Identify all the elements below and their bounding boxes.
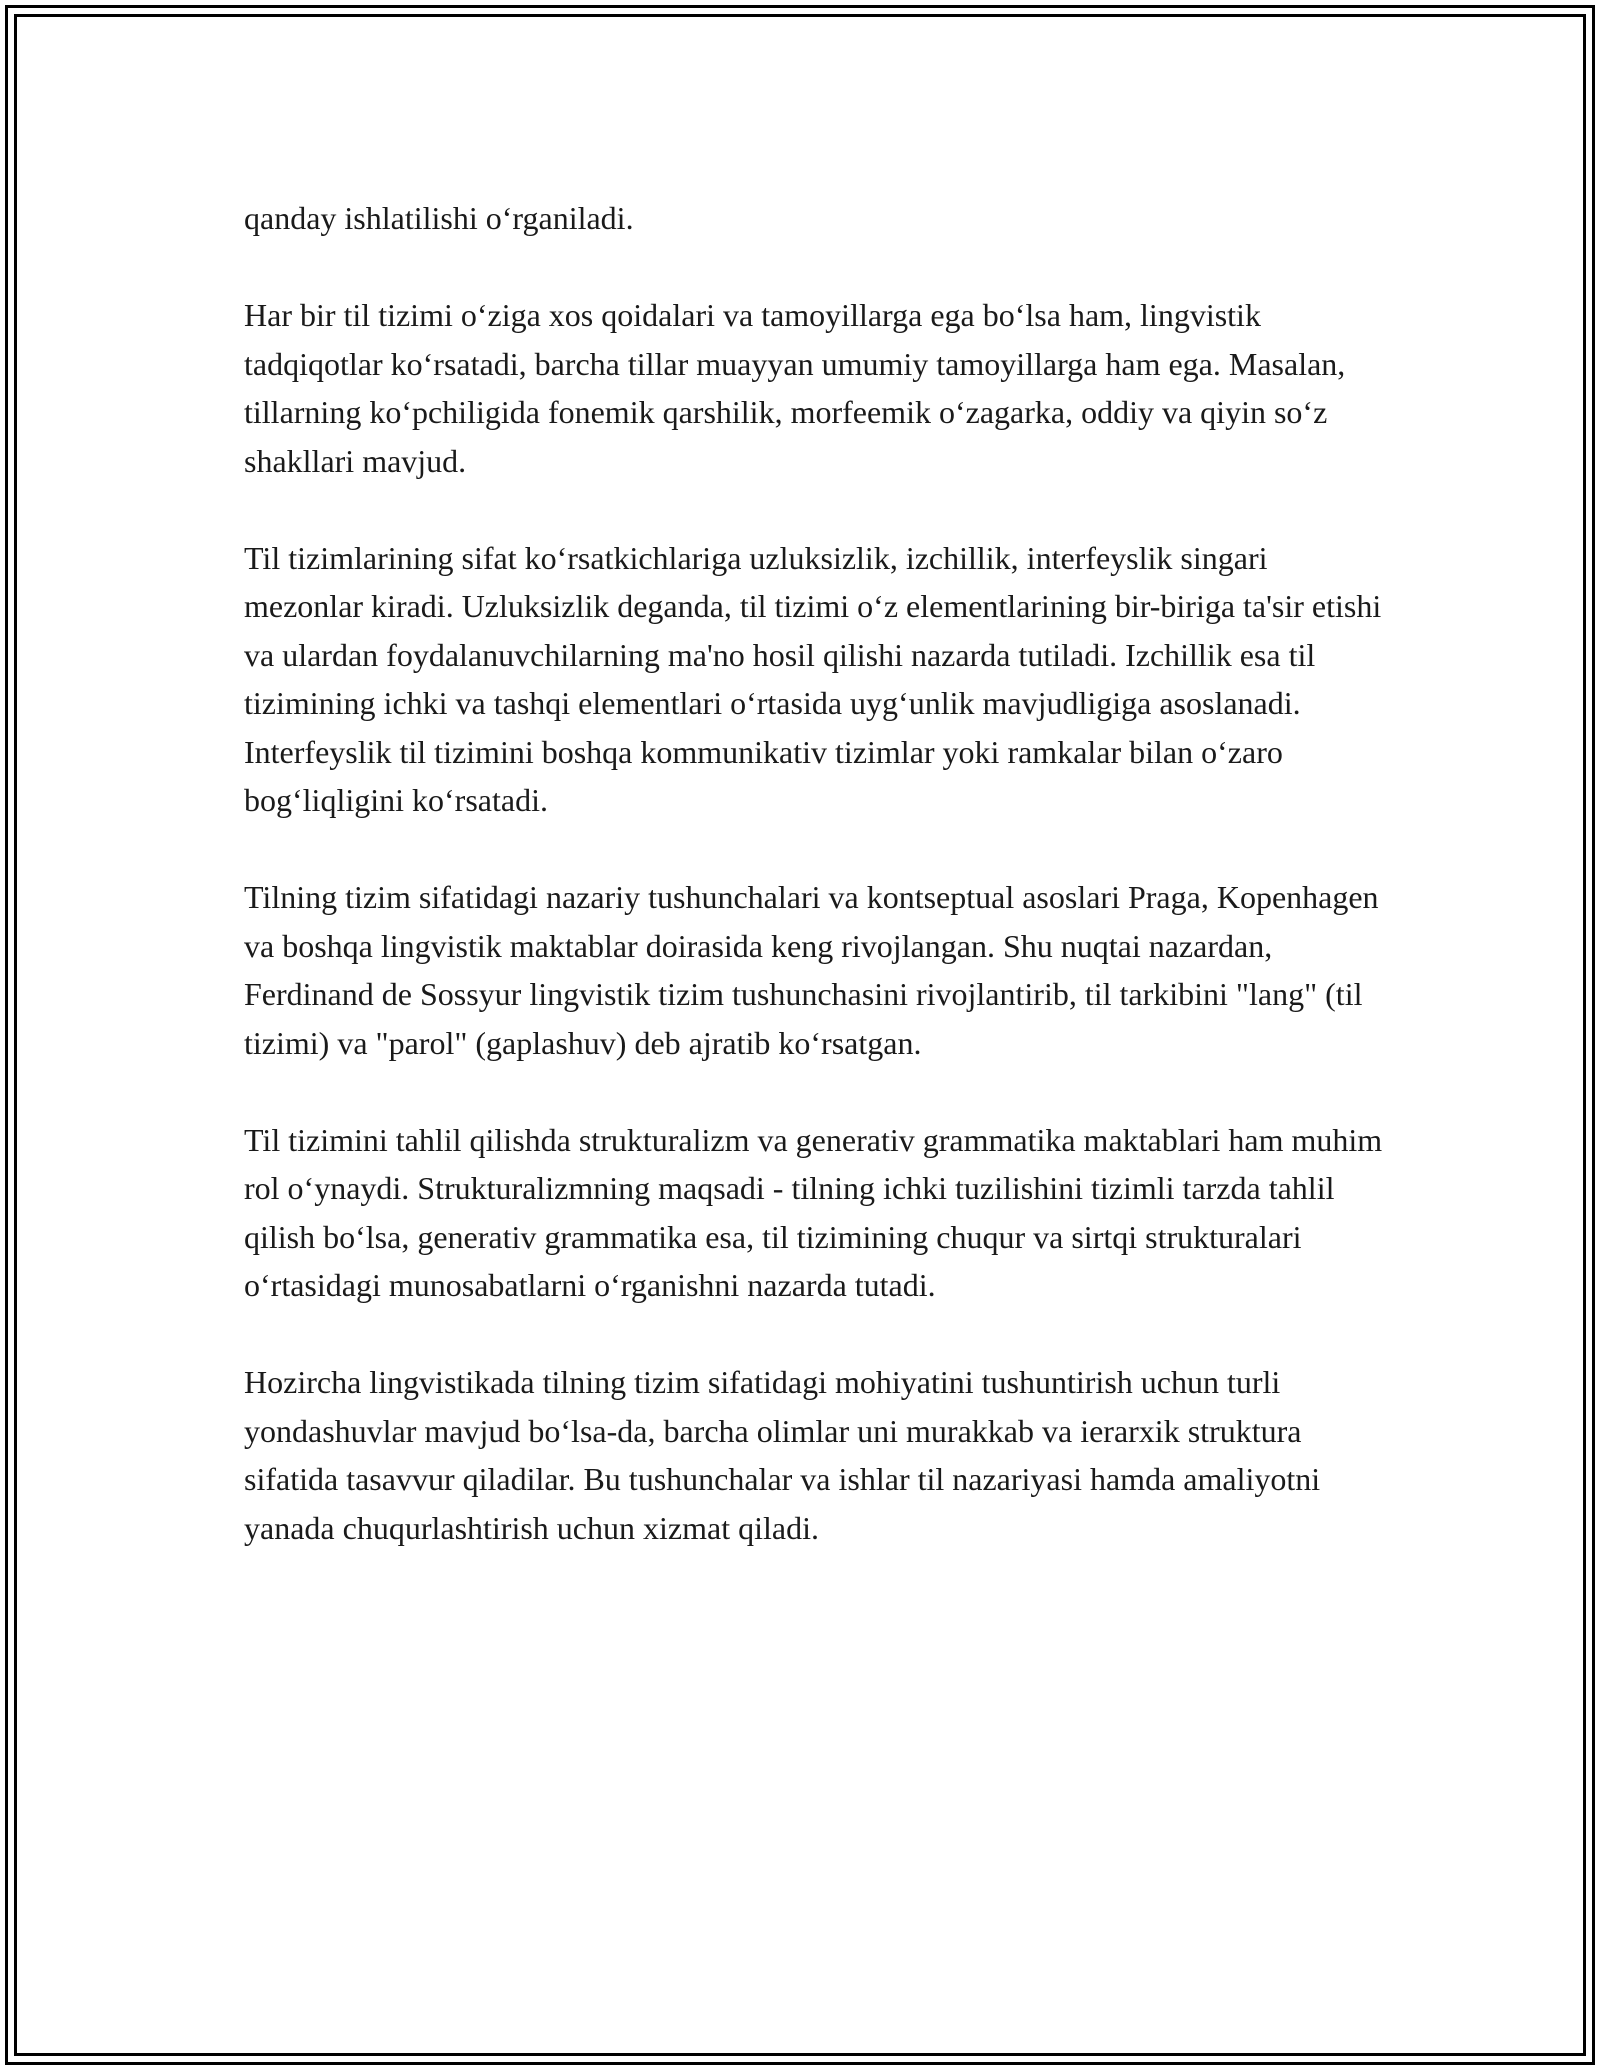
- document-body: [244, 194, 1394, 1601]
- paragraph-common-principles: Har bir til tizimi o‘ziga xos qoidalari va tamoyillarga ega bo‘lsa ham, lingvistik tadqiqotlar ko‘rsatadi, barcha tillar muayyan umumiy tamoyillarga ham ega. Masalan, tillarning ko‘pchiligida fonemik qarshilik, morfeemik o‘zagarka, oddiy va qiyin so‘z shakllari mavjud.: [244, 297, 1346, 479]
- paragraph-quality-criteria: Til tizimlarining sifat ko‘rsatkichlariga uzluksizlik, izchillik, interfeyslik singari mezonlar kiradi. Uzluksizlik deganda, til tizimi o‘z elementlarining bir-biriga ta'sir etishi va ulardan foydalanuvchilarning ma'no hosil qilishi nazarda tutiladi. Izchillik esa til tizimining ichki va tashqi elementlari o‘rtasida uyg‘unlik mavjudligiga asoslanadi. Interfeyslik til tizimini boshqa kommunikativ tizimlar yoki ramkalar bilan o‘zaro bog‘liqligini ko‘rsatadi.: [244, 539, 1382, 818]
- paragraph-structuralism: Til tizimini tahlil qilishda strukturalizm va generativ grammatika maktablari ham muhim rol o‘ynaydi. Strukturalizmning maqsadi - tilning ichki tuzilishini tizimli tarzda tahlil qilish bo‘lsa, generativ grammatika esa, til tizimining chuqur va sirtqi strukturalari o‘rtasidagi munosabatlarni o‘rganishni nazarda tutadi.: [244, 1121, 1383, 1303]
- paragraph-conclusion: Hozircha lingvistikada tilning tizim sifatidagi mohiyatini tushuntirish uchun turli yondashuvlar mavjud bo‘lsa-da, barcha olimlar uni murakkab va ierarxik struktura sifatida tasavvur qiladilar. Bu tushunchalar va ishlar til nazariyasi hamda amaliyotni yanada chuqurlashtirish uchun xizmat qiladi.: [244, 1364, 1321, 1546]
- paragraph-continuation: qanday ishlatilishi o‘rganiladi.: [244, 200, 634, 236]
- paragraph-theoretical-foundations: Tilning tizim sifatidagi nazariy tushunchalari va kontseptual asoslari Praga, Kopenhagen va boshqa lingvistik maktablar doirasida keng rivojlangan. Shu nuqtai nazardan, Ferdinand de Sossyur lingvistik tizim tushunchasini rivojlantirib, til tarkibini "lang" (til tizimi) va "parol" (gaplashuv) deb ajratib ko‘rsatgan.: [244, 879, 1379, 1061]
- page-frame: [5, 5, 1595, 2065]
